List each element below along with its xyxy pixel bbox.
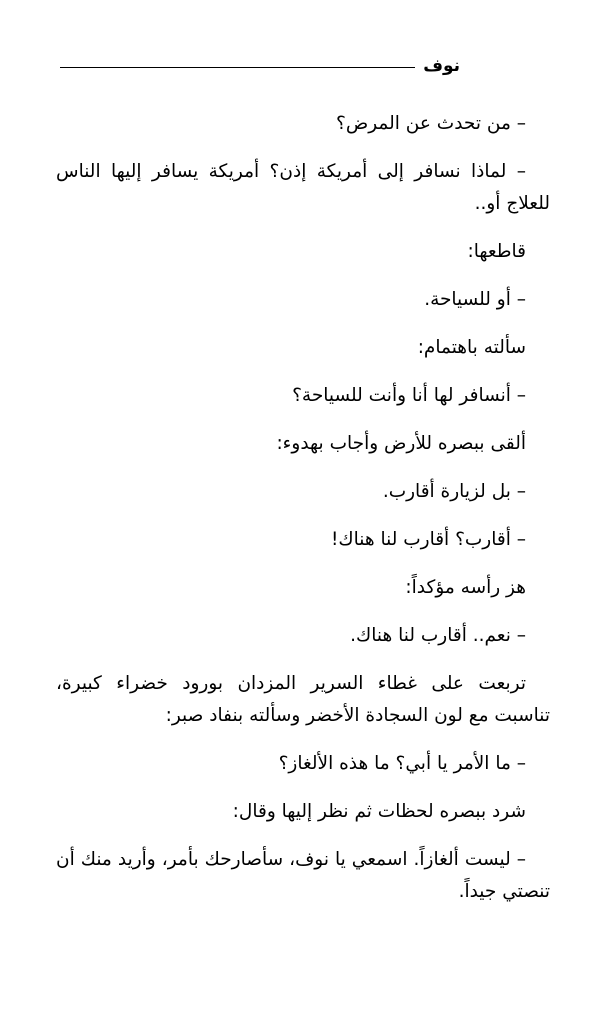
paragraph: – لماذا نسافر إلى أمريكة إذن؟ أمريكة يسافر إليها الناس للعلاج أو.. — [56, 161, 550, 214]
paragraph: قاطعها: — [467, 241, 526, 262]
paragraph: – من تحدث عن المرض؟ — [336, 113, 526, 134]
paragraph: – أقارب؟ أقارب لنا هناك! — [330, 529, 526, 550]
body-text — [56, 108, 550, 908]
paragraph: تربعت على غطاء السرير المزدان بورود خضراء كبيرة، تناسبت مع لون السجادة الأخضر وسألته بنفاد صبر: — [56, 673, 550, 726]
paragraph: – بل لزيارة أقارب. — [382, 481, 526, 502]
header-rule — [60, 67, 415, 68]
paragraph: شرد ببصره لحظات ثم نظر إليها وقال: — [232, 801, 526, 822]
paragraph: – أو للسياحة. — [424, 289, 526, 310]
chapter-title: نوف — [423, 56, 460, 76]
paragraph: – ما الأمر يا أبي؟ ما هذه الألغاز؟ — [278, 753, 526, 774]
paragraph: – أنسافر لها أنا وأنت للسياحة؟ — [292, 385, 526, 406]
paragraph: سألته باهتمام: — [417, 337, 526, 358]
paragraph: ألقى ببصره للأرض وأجاب بهدوء: — [276, 433, 526, 454]
paragraph: هز رأسه مؤكداً: — [405, 577, 526, 598]
paragraph: – نعم.. أقارب لنا هناك. — [350, 625, 526, 646]
paragraph: – ليست ألغازاً. اسمعي يا نوف، سأصارحك بأمر، وأريد منك أن تنصتي جيداً. — [56, 849, 550, 902]
running-header — [60, 54, 460, 78]
